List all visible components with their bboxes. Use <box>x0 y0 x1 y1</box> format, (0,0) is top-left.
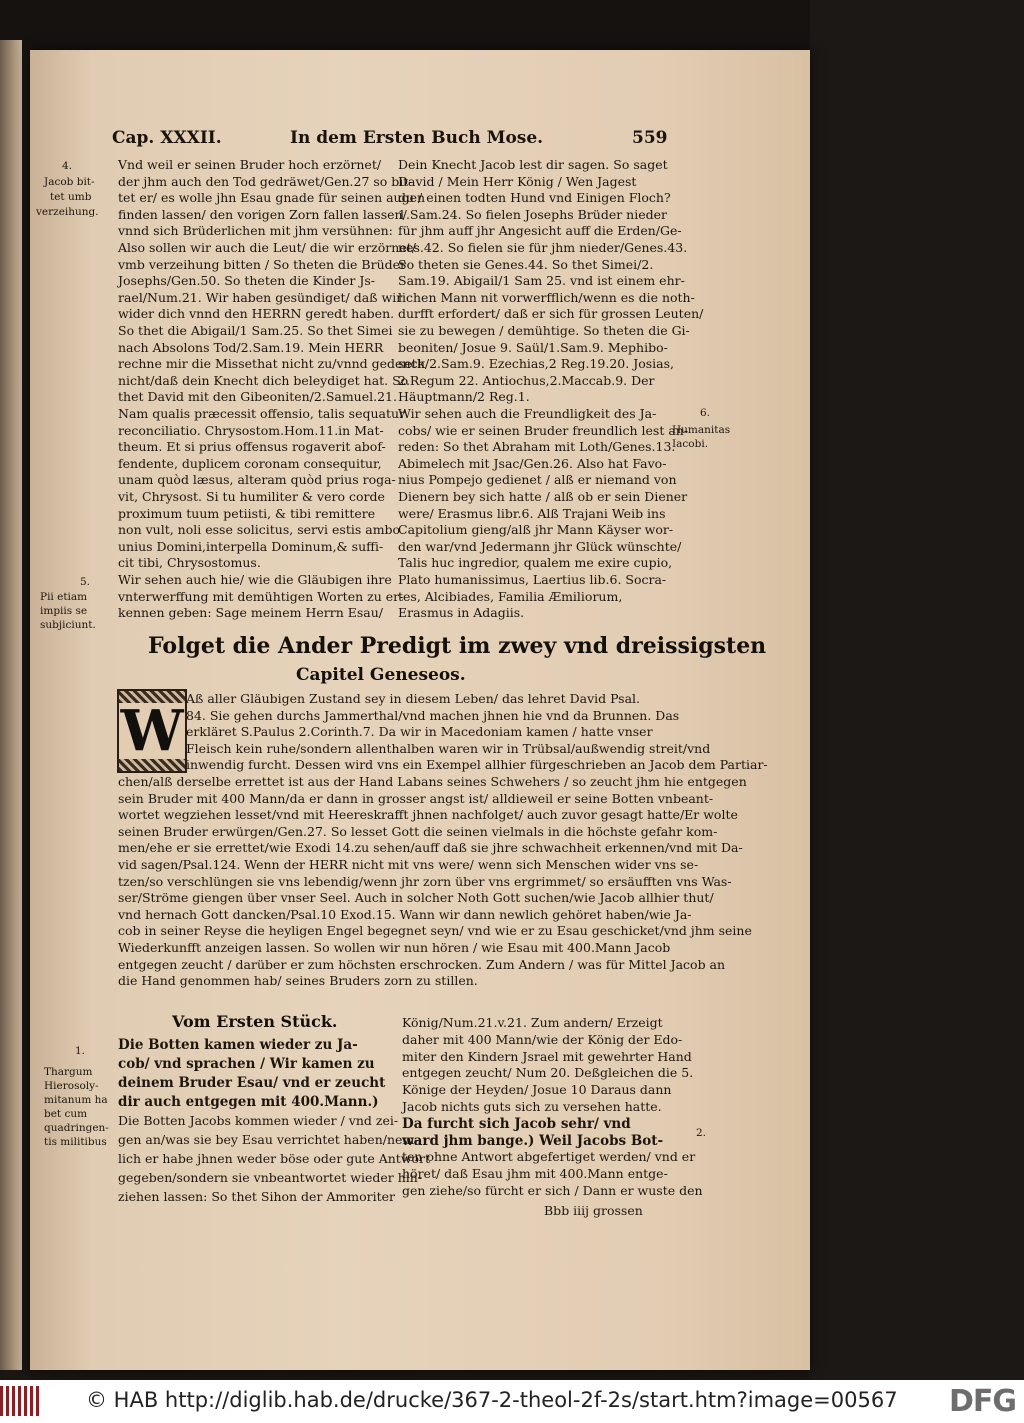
text-line: ward jhm bange.) Weil Jacobs Bot- <box>402 1132 664 1149</box>
text-line: unius Domini,interpella Dominum,& suffi- <box>118 538 384 554</box>
text-line: für jhm auff jhr Angesicht auff die Erden/Ge- <box>398 223 682 239</box>
text-line: Erasmus in Adagiis. <box>398 605 525 621</box>
margin-note-5-number: 5. <box>80 576 91 588</box>
text-line: vit, Chrysost. Si tu humiliter & vero corde <box>118 489 385 504</box>
text-line: dir auch entgegen mit 400.Mann.) <box>118 1094 379 1110</box>
text-line: Wir sehen auch die Freundligkeit des Ja- <box>398 406 657 421</box>
text-line: tes, Alcibiades, Familia Æmiliorum, <box>398 588 623 604</box>
text-line: fendente, duplicem coronam consequitur, <box>118 455 382 471</box>
text-line: Sam.19. Abigail/1 Sam 25. vnd ist einem ehr- <box>398 273 685 289</box>
margin-note-1-line: bet cum <box>44 1108 88 1120</box>
text-line: lichen Mann nit vorwerfflich/wenn es die noth- <box>398 289 695 305</box>
text-line: wider dich vnnd den HERRN geredt haben. <box>118 306 395 322</box>
text-line: Die Botten kamen wieder zu Ja- <box>118 1037 358 1053</box>
text-line: kennen geben: Sage meinem Herrn Esau/ <box>118 605 383 621</box>
text-line: Josephs/Gen.50. So theten die Kinder Js- <box>118 273 376 289</box>
header-chapter: Cap. XXXII. <box>112 128 222 148</box>
text-line: nius Pompejo gedienet / alß er niemand von <box>398 472 677 488</box>
margin-note-1-number: 1. <box>75 1045 86 1057</box>
catchword: Bbb iiij grossen <box>544 1203 643 1218</box>
footer-bar <box>0 1380 1024 1423</box>
text-line: Capitolium gieng/alß jhr Mann Käyser wor- <box>398 522 674 538</box>
text-line: nicht/daß dein Knecht dich beleydiget hat. So <box>118 372 409 388</box>
text-line: 2.Regum 22. Antiochus,2.Maccab.9. Der <box>398 372 655 388</box>
text-line: chen/alß derselbe errettet ist aus der Hand Labans seines Schwehers / so zeucht jhm hie entgegen <box>118 774 747 789</box>
margin-note-1-line: tis militibus <box>44 1136 107 1148</box>
text-line: So theten sie Genes.44. So thet Simei/2. <box>398 256 654 272</box>
text-line: Talis huc ingredior, qualem me exire cupio, <box>398 555 673 571</box>
margin-note-1-line: mitanum ha <box>44 1094 108 1106</box>
text-line: erkläret S.Paulus 2.Corinth.7. Da wir in Macedoniam kamen / hatte vnser <box>186 724 653 740</box>
text-line: deinem Bruder Esau/ vnd er zeucht <box>118 1075 386 1091</box>
text-line: seinen Bruder erwürgen/Gen.27. So lesset Gott die seinen vielmals in die höchste gefahr kom- <box>118 823 718 839</box>
text-line: tzen/so verschlüngen sie vns lebendig/wenn jhr zorn über vns ergrimmet/ so ersäufften vns Was- <box>118 873 732 889</box>
text-line: daher mit 400 Mann/wie der König der Edo- <box>402 1031 683 1047</box>
text-line: ten ohne Antwort abgefertiget werden/ vnd er <box>402 1149 696 1165</box>
text-line: vid sagen/Psal.124. Wenn der HERR nicht mit vns were/ wenn sich Menschen wider vns se- <box>118 857 699 872</box>
margin-note-6-line: Iacobi. <box>672 438 709 450</box>
text-line: gen an/was sie bey Esau verrichtet haben/nem- <box>118 1132 419 1147</box>
text-line: cob/ vnd sprachen / Wir kamen zu <box>118 1056 375 1072</box>
text-line: thet David mit den Gibeoniten/2.Samuel.21. <box>118 389 397 405</box>
text-line: theum. Et si prius offensus rogaverit abof- <box>118 439 386 455</box>
text-line: entgegen zeucht / darüber er zum höchsten erschrocken. Zum Andern / was für Mittel Jacob an <box>118 956 726 972</box>
text-line: der jhm auch den Tod gedräwet/Gen.27 so bit- <box>118 173 413 189</box>
text-line: vmb verzeihung bitten / So theten die Brüder <box>118 256 407 272</box>
text-line: sein Bruder mit 400 Mann/da er dann in grosser angst ist/ alldieweil er seine Botten vnbeant- <box>118 790 714 806</box>
text-line: Wir sehen auch hie/ wie die Gläubigen ihre <box>118 572 392 587</box>
margin-note-4-line: tet umb <box>50 191 92 203</box>
text-line: durfft erfordert/ daß er sich für grossen Leuten/ <box>398 306 704 322</box>
subheading: Vom Ersten Stück. <box>172 1012 338 1031</box>
decorated-initial <box>117 689 187 773</box>
hab-logo-icon <box>0 1386 40 1416</box>
margin-note-5-line: Pii etiam <box>40 591 88 603</box>
text-line: Fleisch kein ruhe/sondern allenthalben waren wir in Trübsal/außwendig streit/vnd <box>186 740 711 756</box>
text-line: finden lassen/ den vorigen Zorn fallen lassen/ <box>118 206 407 222</box>
text-line: vnd hernach Gott dancken/Psal.10 Exod.15. Wann wir dann newlich gehöret haben/wie Ja- <box>118 906 692 922</box>
text-line: nes.42. So fielen sie für jhm nieder/Genes.43. <box>398 240 688 255</box>
text-line: Häuptmann/2 Reg.1. <box>398 389 530 405</box>
text-line: entgegen zeucht/ Num 20. Deßgleichen die 5. <box>402 1065 694 1081</box>
margin-note-5-line: impiis se <box>40 605 88 617</box>
text-line: Da furcht sich Jacob sehr/ vnd <box>402 1115 631 1132</box>
text-line: Aß aller Gläubigen Zustand sey in diesem Leben/ das lehret David Psal. <box>186 691 641 706</box>
text-line: König/Num.21.v.21. Zum andern/ Erzeigt <box>402 1015 663 1030</box>
text-line: 84. Sie gehen durchs Jammerthal/vnd machen jhnen hie vnd da Brunnen. Das <box>186 707 680 723</box>
left-page-edge <box>0 40 22 1370</box>
header-page-number: 559 <box>632 128 668 148</box>
text-line: were/ Erasmus libr.6. Alß Trajani Weib ins <box>398 505 666 521</box>
text-line: seth/2.Sam.9. Ezechias,2 Reg.19.20. Josias, <box>398 356 674 372</box>
margin-note-4-line: verzeihung. <box>36 206 99 218</box>
section-subtitle: Capitel Geneseos. <box>296 665 466 685</box>
text-line: du / einen todten Hund vnd Einigen Floch? <box>398 190 671 206</box>
text-line: beoniten/ Josue 9. Saül/1.Sam.9. Mephibo- <box>398 339 668 355</box>
text-line: ser/Ströme giengen über vnser Seel. Auch in solcher Noth Gott suchen/wie Jacob allhier thut/ <box>118 890 714 906</box>
margin-note-1-line: Hierosoly- <box>44 1080 99 1092</box>
margin-note-6-number: 6. <box>700 407 711 419</box>
margin-note-1-line: quadringen- <box>44 1122 109 1134</box>
text-line: tet er/ es wolle jhn Esau gnade für seinen augen <box>118 190 426 206</box>
text-line: Wiederkunfft anzeigen lassen. So wollen wir nun hören / wie Esau mit 400.Mann Jacob <box>118 940 671 955</box>
margin-note-4-line: Jacob bit- <box>44 176 95 188</box>
text-line: vnnd sich Brüderlichen mit jhm versühnen: <box>118 223 393 239</box>
text-line: Dein Knecht Jacob lest dir sagen. So saget <box>398 157 668 172</box>
text-line: proximum tuum petiisti, & tibi remittere <box>118 505 376 521</box>
margin-note-6-line: Humanitas <box>672 424 731 436</box>
text-line: miter den Kindern Jsrael mit gewehrter Hand <box>402 1048 692 1064</box>
text-line: sie zu bewegen / demühtige. So theten die Gi- <box>398 323 690 338</box>
text-line: Jacob nichts guts sich zu versehen hatte. <box>402 1099 662 1114</box>
text-line: gen ziehe/so fürcht er sich / Dann er wuste den <box>402 1183 703 1198</box>
text-line: reden: So thet Abraham mit Loth/Genes.13. <box>398 439 676 455</box>
text-line: cit tibi, Chrysostomus. <box>118 555 261 571</box>
text-line: wortet wegziehen lesset/vnd mit Heereskrafft jhnen nachfolget/ auch zuvor gesagt hatte/Er wolte <box>118 807 738 823</box>
text-line: die Hand genommen hab/ seines Bruders zorn zu stillen. <box>118 973 478 989</box>
text-line: Vnd weil er seinen Bruder hoch erzörnet/ <box>118 157 382 172</box>
header-title: In dem Ersten Buch Mose. <box>290 128 544 148</box>
copyright-link[interactable]: © HAB http://diglib.hab.de/drucke/367-2-theol-2f-2s/start.htm?image=00567 <box>86 1388 898 1412</box>
margin-note-1-line: Thargum <box>44 1066 93 1078</box>
margin-note-2-number: 2. <box>696 1127 707 1139</box>
text-line: reconciliatio. Chrysostom.Hom.11.in Mat- <box>118 422 384 438</box>
text-line: cob in seiner Reyse die heyligen Engel begegnet seyn/ vnd wie er zu Esau geschicket/vnd jhm seine <box>118 923 752 939</box>
text-line: vnterwerffung mit demühtigen Worten zu er- <box>118 588 404 604</box>
text-line: Also sollen wir auch die Leut/ die wir erzörnet/ <box>118 240 416 255</box>
margin-note-5-line: subjiciunt. <box>40 619 96 631</box>
text-line: den war/vnd Jedermann jhr Glück wünschte/ <box>398 538 682 554</box>
text-line: inwendig furcht. Dessen wird vns ein Exempel allhier fürgeschrieben an Jacob dem Partiar- <box>186 757 768 773</box>
text-line: lich er habe jhnen weder böse oder gute Antwort <box>118 1151 431 1166</box>
text-line: Dienern bey sich hatte / alß ob er sein Diener <box>398 489 688 504</box>
right-dark-border <box>810 0 1024 1380</box>
text-line: gegeben/sondern sie vnbeantwortet wieder hin- <box>118 1170 423 1185</box>
text-line: David / Mein Herr König / Wen Jagest <box>398 173 637 189</box>
text-line: Nam qualis præcessit offensio, talis sequatur <box>118 406 406 421</box>
text-line: höret/ daß Esau jhm mit 400.Mann entge- <box>402 1166 668 1182</box>
text-line: rael/Num.21. Wir haben gesündiget/ daß wir <box>118 289 403 305</box>
text-line: ziehen lassen: So thet Sihon der Ammoriter <box>118 1189 396 1204</box>
text-line: 1.Sam.24. So fielen Josephs Brüder nieder <box>398 206 668 222</box>
text-line: Könige der Heyden/ Josue 10 Daraus dann <box>402 1082 672 1098</box>
text-line: Die Botten Jacobs kommen wieder / vnd zei- <box>118 1113 399 1128</box>
dfg-logo: DFG <box>948 1384 1016 1419</box>
text-line: So thet die Abigail/1 Sam.25. So thet Simei <box>118 323 393 338</box>
text-line: Plato humanissimus, Laertius lib.6. Socra- <box>398 572 667 587</box>
text-line: rechne mir die Missethat nicht zu/vnnd gedenck <box>118 356 426 372</box>
section-title: Folget die Ander Predigt im zwey vnd dreissigsten <box>148 633 767 659</box>
text-line: nach Absolons Tod/2.Sam.19. Mein HERR <box>118 339 384 355</box>
initial-letter: W <box>120 698 184 764</box>
text-line: Abimelech mit Jsac/Gen.26. Also hat Favo- <box>398 455 667 471</box>
text-line: unam quòd læsus, alteram quòd prius roga- <box>118 472 396 488</box>
text-line: cobs/ wie er seinen Bruder freundlich lest an- <box>398 422 689 438</box>
text-line: non vult, noli esse solicitus, servi estis ambo <box>118 522 401 538</box>
text-line: men/ehe er sie errettet/wie Exodi 14.zu sehen/auff daß sie jhre schwachheit erkennen/vnd mit Da- <box>118 840 743 856</box>
margin-note-4-number: 4. <box>62 160 73 172</box>
